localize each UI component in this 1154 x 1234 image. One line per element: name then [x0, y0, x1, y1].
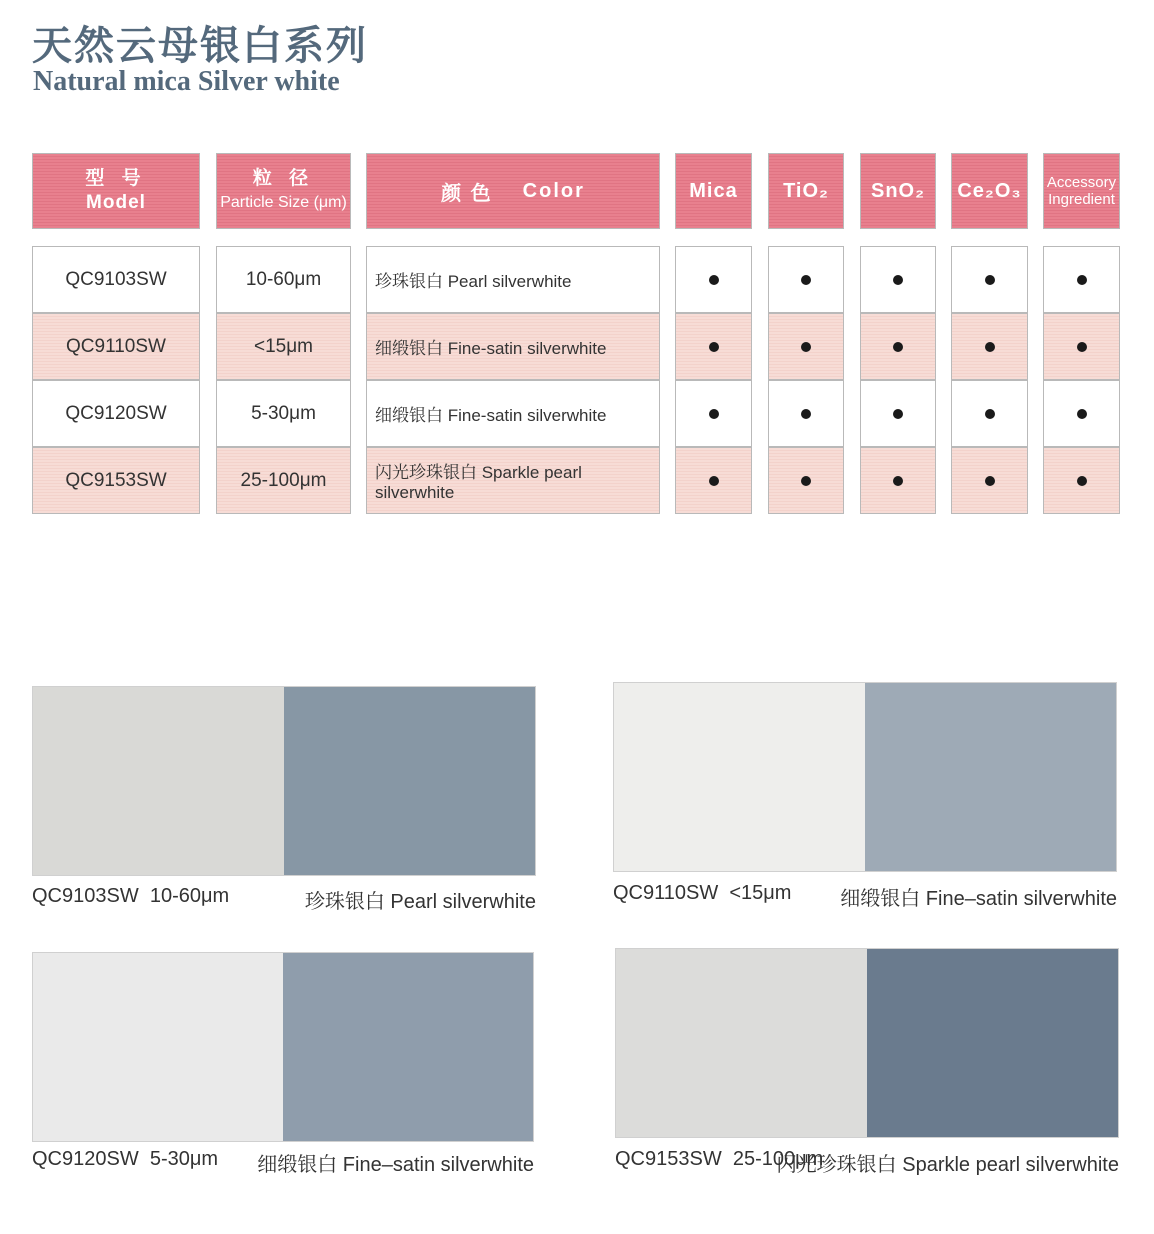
swatch-light-half: [614, 683, 865, 871]
table-cell-model: [32, 313, 200, 380]
table-cell-mica: [675, 246, 752, 313]
table-cell-ce2o3: [951, 447, 1028, 514]
bullet-dot: [801, 275, 811, 285]
sample-swatch: [32, 952, 534, 1142]
cell-text-size: 5-30μm: [251, 402, 316, 424]
swatch-dark-half: [284, 687, 535, 875]
swatch-light-half: [33, 687, 284, 875]
table-cell-sno2: [860, 380, 936, 447]
header-model-en: Model: [86, 192, 146, 213]
table-cell-color: [366, 313, 660, 380]
bullet-dot: [1077, 342, 1087, 352]
sample-caption: [32, 885, 536, 913]
sample-caption: [32, 1148, 534, 1176]
swatch-light-half: [33, 953, 283, 1141]
sample-caption-color: 细缎银白 Fine–satin silverwhite: [840, 888, 1117, 910]
table-cell-tio2: [768, 313, 844, 380]
table-cell-model: [32, 246, 200, 313]
sample-caption: [613, 882, 1117, 910]
table-cell-size: [216, 447, 351, 514]
sample-caption-model: QC9120SW 5-30μm: [32, 1148, 219, 1170]
header-tio2: [768, 153, 844, 229]
cell-text-model: QC9153SW: [65, 469, 167, 491]
bullet-dot: [985, 342, 995, 352]
table-cell-tio2: [768, 246, 844, 313]
bullet-dot: [801, 476, 811, 486]
table-cell-tio2: [768, 447, 844, 514]
table-cell-accessory: [1043, 380, 1120, 447]
header-mica: [675, 153, 752, 229]
table-cell-accessory: [1043, 447, 1120, 514]
header-sno2: [860, 153, 936, 229]
table-cell-size: [216, 313, 351, 380]
header-accessory-ingredient: [1043, 153, 1120, 229]
cell-text-color: 细缎银白 Fine-satin silverwhite: [375, 406, 607, 425]
bullet-dot: [985, 409, 995, 419]
header-mica-label: Mica: [689, 179, 738, 202]
table-cell-color: [366, 246, 660, 313]
table-cell-ce2o3: [951, 313, 1028, 380]
cell-text-model: QC9120SW: [65, 402, 167, 424]
table-cell-mica: [675, 313, 752, 380]
cell-text-color: 细缎银白 Fine-satin silverwhite: [375, 339, 607, 358]
sample-caption-color: 细缎银白 Fine–satin silverwhite: [257, 1154, 534, 1176]
table-cell-tio2: [768, 380, 844, 447]
table-cell-accessory: [1043, 313, 1120, 380]
sample-caption: [615, 1148, 1119, 1176]
header-ce2o3-label: Ce₂O₃: [957, 179, 1022, 202]
table-cell-model: [32, 380, 200, 447]
header-model: [32, 153, 200, 229]
header-size-en: Particle Size (μm): [220, 194, 347, 211]
header-accessory-line1: Accessory: [1046, 174, 1117, 191]
bullet-dot: [985, 476, 995, 486]
cell-text-model: QC9110SW: [66, 335, 166, 357]
swatch-dark-half: [283, 953, 533, 1141]
swatch-dark-half: [865, 683, 1116, 871]
header-accessory-line2: Ingredient: [1048, 191, 1115, 208]
bullet-dot: [1077, 409, 1087, 419]
table-cell-sno2: [860, 447, 936, 514]
bullet-dot: [893, 342, 903, 352]
bullet-dot: [1077, 275, 1087, 285]
header-tio2-label: TiO₂: [783, 179, 829, 202]
sample-caption-model: QC9103SW 10-60μm: [32, 885, 230, 907]
table-cell-accessory: [1043, 246, 1120, 313]
cell-text-color: 闪光珍珠银白 Sparkle pearl silverwhite: [375, 463, 582, 502]
header-sno2-label: SnO₂: [871, 179, 925, 202]
table-cell-size: [216, 380, 351, 447]
header-color: [366, 153, 660, 229]
bullet-dot: [709, 342, 719, 352]
sample-caption-color: 闪光珍珠银白 Sparkle pearl silverwhite: [776, 1154, 1119, 1176]
sample-swatch: [32, 686, 536, 876]
swatch-light-half: [616, 949, 867, 1137]
bullet-dot: [985, 275, 995, 285]
sample-caption-color: 珍珠银白 Pearl silverwhite: [304, 891, 536, 913]
sample-swatch: [613, 682, 1117, 872]
header-color-en: Color: [522, 179, 585, 202]
table-cell-color: [366, 380, 660, 447]
table-cell-color: [366, 447, 660, 514]
table-cell-model: [32, 447, 200, 514]
table-cell-ce2o3: [951, 380, 1028, 447]
table-cell-sno2: [860, 313, 936, 380]
cell-text-model: QC9103SW: [65, 268, 167, 290]
bullet-dot: [1077, 476, 1087, 486]
bullet-dot: [709, 409, 719, 419]
bullet-dot: [801, 409, 811, 419]
bullet-dot: [801, 342, 811, 352]
header-ce2o3: [951, 153, 1028, 229]
bullet-dot: [709, 476, 719, 486]
cell-text-color: 珍珠银白 Pearl silverwhite: [375, 272, 572, 291]
bullet-dot: [893, 476, 903, 486]
header-color-zh: 颜 色: [441, 182, 493, 205]
header-model-zh: 型 号: [85, 168, 147, 189]
bullet-dot: [893, 409, 903, 419]
header-particle-size: [216, 153, 351, 229]
table-cell-ce2o3: [951, 246, 1028, 313]
table-cell-mica: [675, 447, 752, 514]
table-cell-mica: [675, 380, 752, 447]
cell-text-size: 25-100μm: [240, 469, 327, 491]
cell-text-size: 10-60μm: [245, 268, 322, 290]
page-title-zh: 天然云母银白系列: [32, 22, 368, 69]
bullet-dot: [893, 275, 903, 285]
table-cell-size: [216, 246, 351, 313]
bullet-dot: [709, 275, 719, 285]
swatch-dark-half: [867, 949, 1118, 1137]
sample-caption-model: QC9110SW <15μm: [613, 882, 792, 904]
sample-swatch: [615, 948, 1119, 1138]
page-title-en: Natural mica Silver white: [33, 66, 340, 97]
sample-caption-model: QC9153SW 25-100μm: [615, 1148, 824, 1170]
table-cell-sno2: [860, 246, 936, 313]
header-size-zh: 粒 径: [252, 168, 315, 189]
cell-text-size: <15μm: [253, 335, 313, 357]
